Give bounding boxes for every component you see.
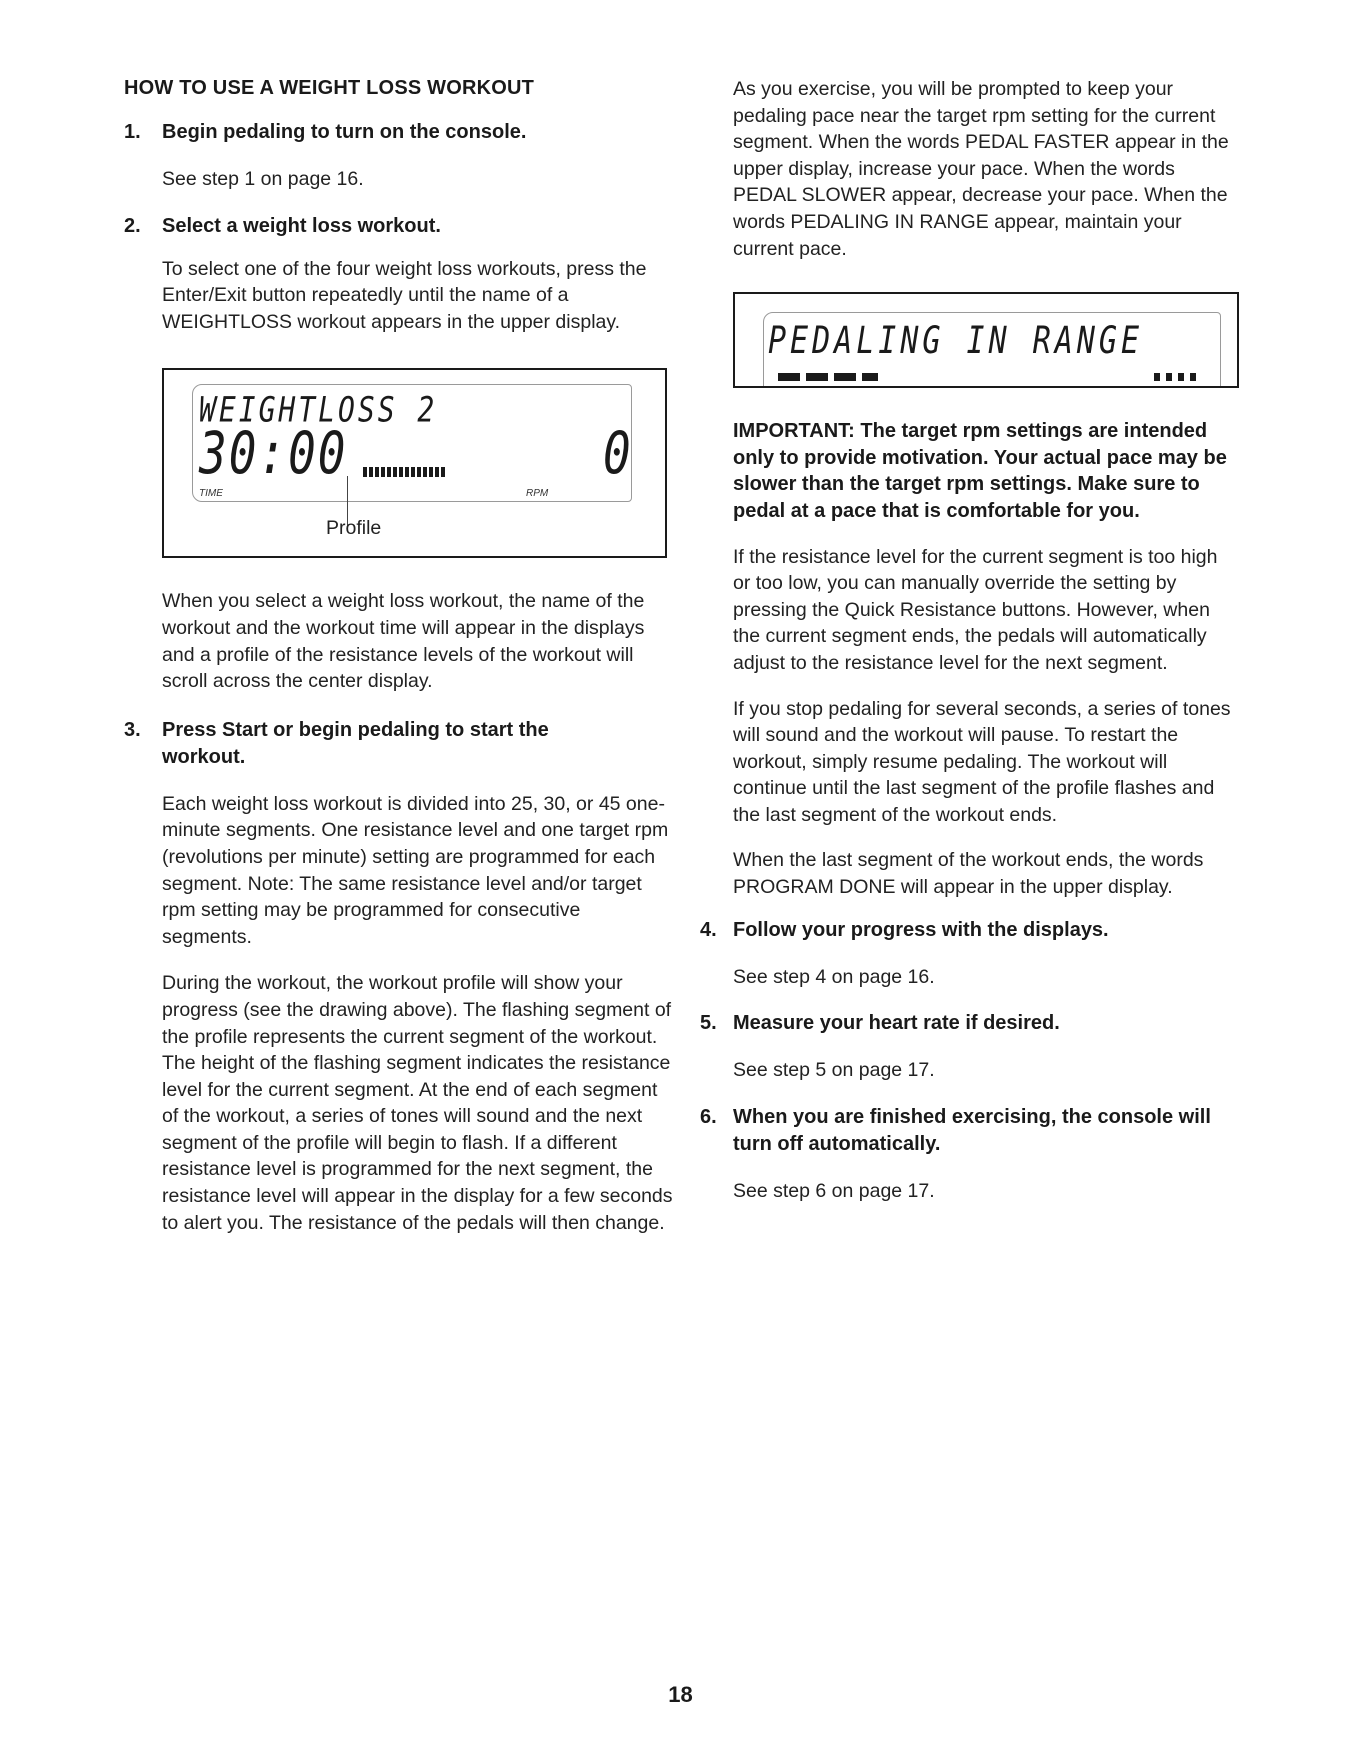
lcd-rpm-value: 0: [603, 419, 634, 487]
right-column: [700, 76, 1243, 1204]
step-3-text-1: Each weight loss workout is divided into 25, 30, or 45 one-minute segments. One resistance level and one target rpm (revolutions per minute) setting are programmed for each segment. Note: The same resistance level and/or target rpm setting may be programmed for consecutive segments.: [162, 792, 669, 948]
step-5: [700, 1010, 1243, 1037]
pace-prompt-text: As you exercise, you will be prompted to keep your pedaling pace near the target rpm setting for the current segment. When the words PEDAL FASTER appear in the upper display, increase your pace. When the words PEDAL SLOWER appear, decrease your pace. When the words PEDALING IN RANGE appear, maintain your current pace.: [733, 78, 1229, 260]
left-column: [124, 76, 673, 1236]
profile-bar: [363, 467, 445, 477]
step-3-text-2: During the workout, the workout profile will show your progress (see the drawing above). The flashing segment of the profile represents the current segment of the workout. The height of the flashing segment indicates the resistance level for the current segment. At the end of each segment of the workout, a series of tones will sound and the next segment of the profile will begin to flash. If a different resistance level is programmed for the next segment, the resistance level will appear in the display for a few seconds to alert you. The resistance of the pedals will then change.: [162, 972, 673, 1234]
step-title: Press Start or begin pedaling to start the workout.: [162, 718, 549, 768]
step-number: 4.: [700, 918, 717, 941]
step-number: 3.: [124, 718, 141, 741]
lcd-upper-text: WEIGHTLOSS 2: [199, 389, 438, 431]
step-number: 1.: [124, 121, 141, 143]
lcd-screen: [192, 384, 632, 502]
step-title: Measure your heart rate if desired.: [733, 1012, 1060, 1035]
lcd-rpm-label: RPM: [526, 488, 549, 500]
step-6-text: See step 6 on page 17.: [733, 1179, 935, 1202]
program-done-text: When the last segment of the workout ends, the words PROGRAM DONE will appear in the upper display.: [733, 849, 1204, 899]
lcd-digits-fragment: [778, 373, 878, 381]
step-number: 6.: [700, 1105, 717, 1128]
step-5-text: See step 5 on page 17.: [733, 1059, 935, 1082]
important-note: IMPORTANT: The target rpm settings are intended only to provide motivation. Your actual pace may be slower than the target rpm settings. Make sure to pedal at a pace that is comfortable for you.: [733, 420, 1227, 522]
step-4-text: See step 4 on page 16.: [733, 965, 935, 988]
lcd-upper-text: PEDALING IN RANGE: [768, 319, 1144, 363]
lcd-screen: [763, 312, 1221, 388]
step-title: When you are finished exercising, the console will turn off automatically.: [733, 1105, 1211, 1155]
step-1: [124, 119, 664, 146]
step-6: [700, 1104, 1243, 1158]
step-title: Select a weight loss workout.: [162, 214, 441, 237]
step-2: [124, 213, 664, 240]
step-1-text: See step 1 on page 16.: [162, 168, 364, 190]
step-number: 2.: [124, 214, 141, 237]
step-3: [124, 717, 664, 771]
profile-caption: Profile: [326, 517, 382, 540]
pedaling-display-illustration: [733, 292, 1239, 388]
step-title: Begin pedaling to turn on the console.: [162, 121, 527, 143]
lcd-digits-fragment: [1154, 373, 1198, 381]
section-heading: HOW TO USE A WEIGHT LOSS WORKOUT: [124, 77, 535, 99]
display-description: When you select a weight loss workout, the name of the workout and the workout time will appear in the displays and a profile of the resistance levels of the workout will scroll across the center display.: [162, 590, 645, 693]
step-title: Follow your progress with the displays.: [733, 918, 1109, 941]
pause-text: If you stop pedaling for several seconds, a series of tones will sound and the workout will pause. To restart the workout, simply resume pedaling. The workout will continue until the last segment of the profile flashes and the last segment of the workout ends.: [733, 697, 1231, 826]
override-text: If the resistance level for the current segment is too high or too low, you can manually override the setting by pressing the Quick Resistance buttons. However, when the current segment ends, the pedals will automatically adjust to the resistance level for the next segment.: [733, 545, 1218, 674]
step-2-text: To select one of the four weight loss workouts, press the Enter/Exit button repeatedly until the name of a WEIGHTLOSS workout appears in the upper display.: [162, 257, 647, 333]
console-display-illustration: [162, 368, 667, 558]
lcd-time-value: 30:00: [199, 419, 348, 487]
page-number: 18: [668, 1682, 693, 1707]
step-number: 5.: [700, 1012, 717, 1035]
lcd-time-label: TIME: [199, 488, 223, 500]
step-4: [700, 917, 1243, 944]
